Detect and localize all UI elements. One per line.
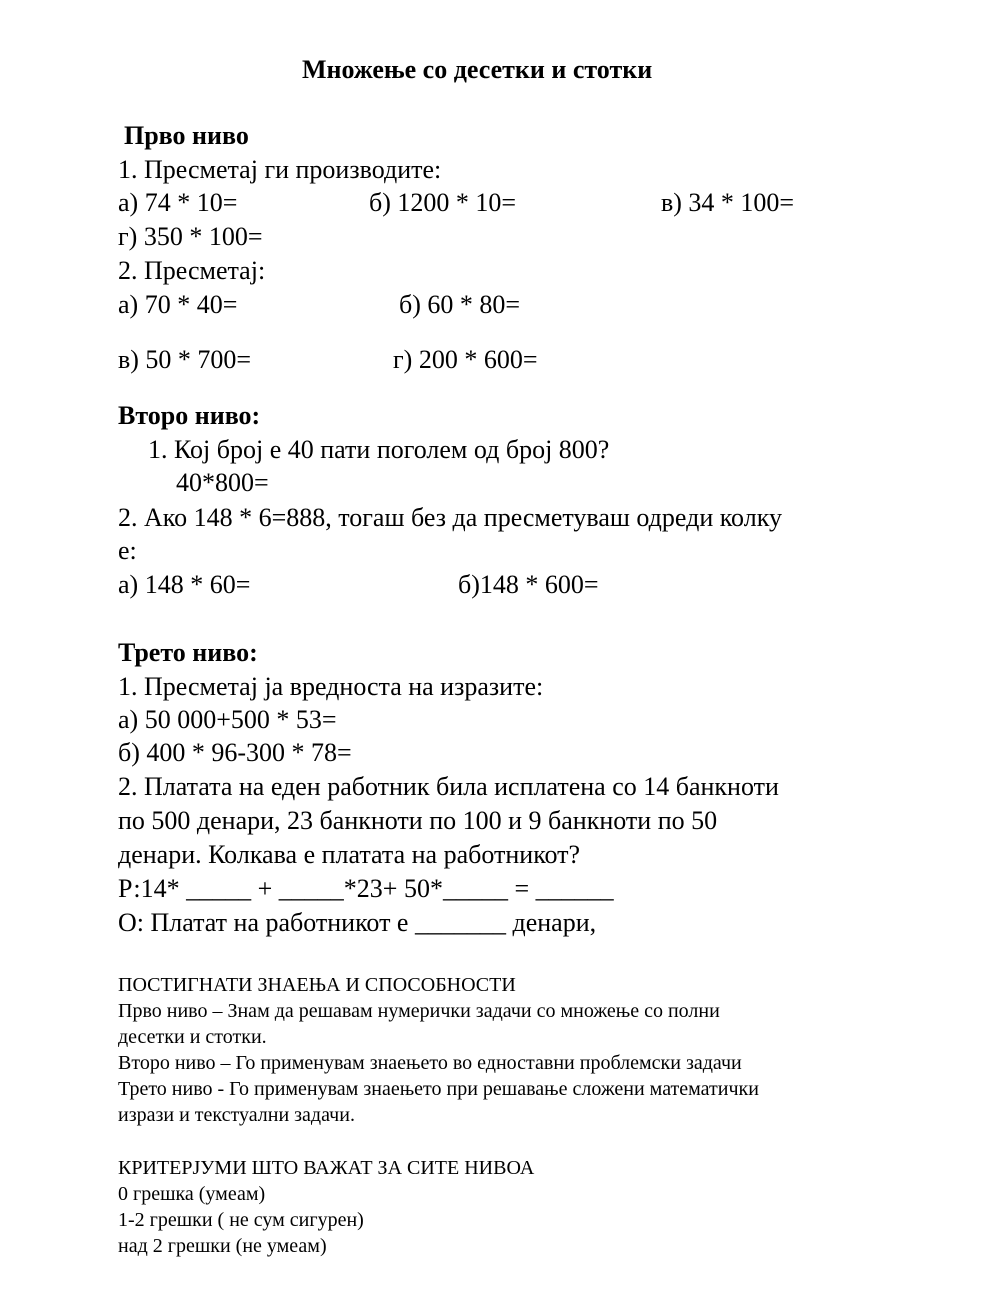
level2-task2-item-b: б)148 * 600= [458, 570, 599, 599]
level3-task2-line1: 2. Платата на еден работник била исплатена со 14 банкноти [118, 772, 779, 801]
level2-task2-prompt-line2: е: [118, 536, 137, 565]
achievements-line: Трето ниво - Го применувам знаењето при решавање сложени математички [118, 1078, 759, 1100]
criteria-heading: КРИТЕРЈУМИ ШТО ВАЖАТ ЗА СИТЕ НИВОА [118, 1157, 535, 1179]
level1-task2-item-a: а) 70 * 40= [118, 290, 238, 319]
level1-heading: Прво ниво [124, 121, 249, 150]
level1-task2-item-d: г) 200 * 600= [393, 345, 538, 374]
achievements-line: изрази и текстуални задачи. [118, 1104, 355, 1126]
criteria-line: 1-2 грешки ( не сум сигурен) [118, 1209, 364, 1231]
level2-task1-expr: 40*800= [176, 468, 269, 497]
level3-task1-prompt: 1. Пресметај ја вредноста на изразите: [118, 672, 544, 701]
level1-task1-item-d: г) 350 * 100= [118, 222, 263, 251]
achievements-line: Прво ниво – Знам да решавам нумерички задачи со множење со полни [118, 1000, 720, 1022]
level2-heading: Второ ниво: [118, 401, 261, 430]
achievements-line: десетки и стотки. [118, 1026, 267, 1048]
criteria-line: 0 грешка (умеам) [118, 1183, 266, 1205]
level1-task2-item-b: б) 60 * 80= [399, 290, 521, 319]
level2-task2-prompt-line1: 2. Ако 148 * 6=888, тогаш без да пресметуваш одреди колку [118, 503, 782, 532]
level2-task2-item-a: а) 148 * 60= [118, 570, 251, 599]
achievements-heading: ПОСТИГНАТИ ЗНАЕЊА И СПОСОБНОСТИ [118, 974, 516, 996]
criteria-line: над 2 грешки (не умеам) [118, 1235, 327, 1257]
level1-task1-item-c: в) 34 * 100= [661, 188, 795, 217]
level3-task2-line2: по 500 денари, 23 банкноти по 100 и 9 банкноти по 50 [118, 806, 718, 835]
level3-solution-line: Р:14* _____ + _____*23+ 50*_____ = ______ [118, 874, 614, 903]
achievements-line: Второ ниво – Го применувам знаењето во едноставни проблемски задачи [118, 1052, 742, 1074]
level1-task1-item-b: б) 1200 * 10= [369, 188, 517, 217]
level3-task1-item-a: а) 50 000+500 * 53= [118, 705, 337, 734]
level3-answer-line: О: Платат на работникот е _______ денари, [118, 908, 597, 937]
level2-task1-prompt: 1. Кој број е 40 пати поголем од број 800? [148, 435, 610, 464]
level1-task2-prompt: 2. Пресметај: [118, 256, 266, 285]
level3-heading: Трето ниво: [118, 638, 258, 667]
level1-task1-item-a: а) 74 * 10= [118, 188, 238, 217]
level1-task1-prompt: 1. Пресметај ги производите: [118, 155, 442, 184]
level1-task2-item-c: в) 50 * 700= [118, 345, 252, 374]
page-title: Множење со десетки и стотки [302, 55, 653, 84]
level3-task1-item-b: б) 400 * 96-300 * 78= [118, 738, 352, 767]
level3-task2-line3: денари. Колкава е платата на работникот? [118, 840, 581, 869]
